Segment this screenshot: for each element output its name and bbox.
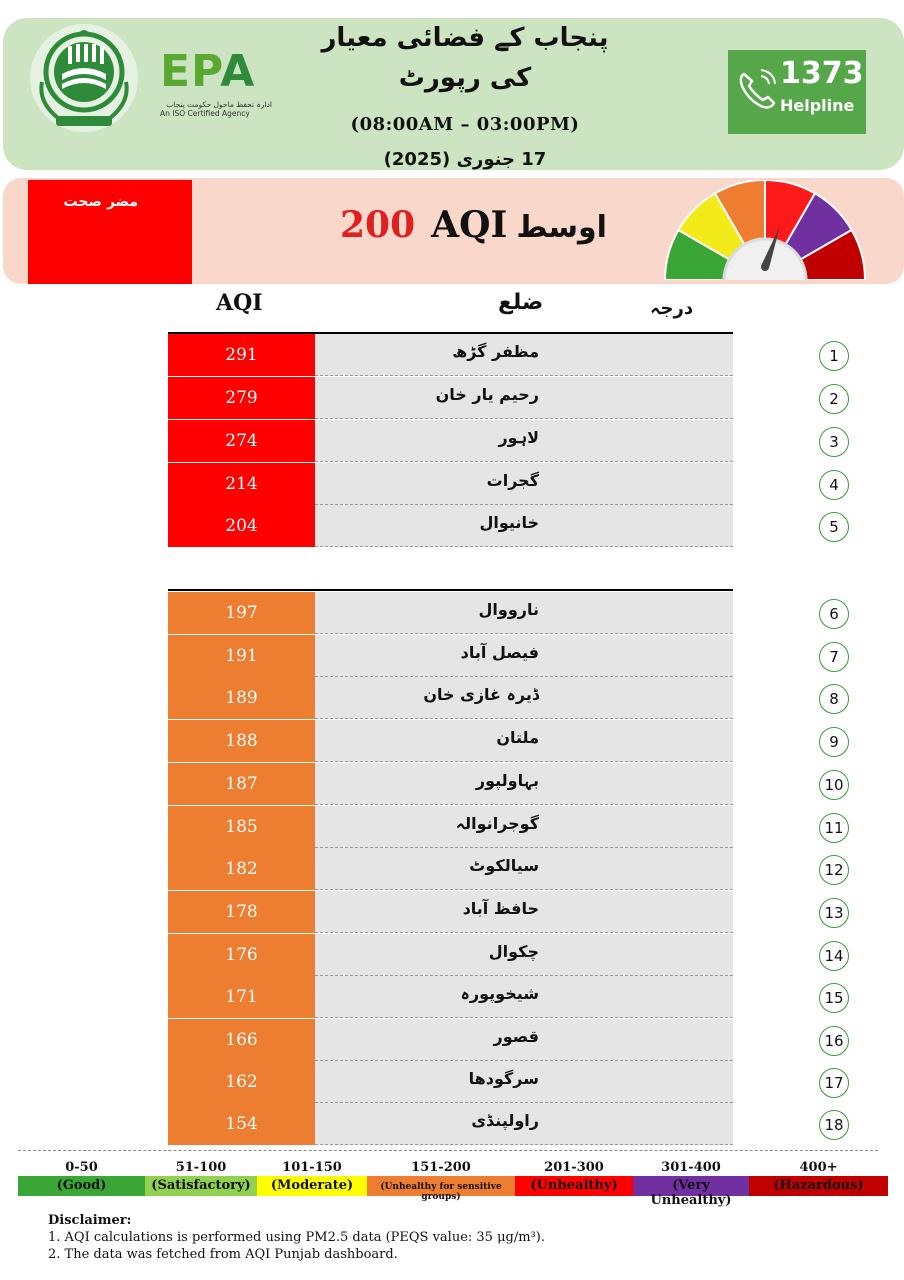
- legend-range: 400+: [799, 1160, 838, 1175]
- aqi-value-cell: 162: [168, 1061, 315, 1103]
- helpline-label: Helpline: [780, 96, 855, 115]
- average-aqi-value: 200: [340, 204, 416, 246]
- aqi-value-cell: 178: [168, 891, 315, 933]
- district-cell: [315, 1103, 844, 1145]
- aqi-value-cell: 166: [168, 1019, 315, 1061]
- rank-badge: 8: [819, 684, 849, 714]
- rank-badge: 18: [819, 1110, 849, 1140]
- legend-range: 151-200: [411, 1160, 471, 1175]
- epa-subtitle-urdu: ادارہ تحفظ ماحول حکومت پنجاب: [166, 100, 272, 109]
- table-row: [168, 1103, 844, 1145]
- rank-badge: 2: [819, 384, 849, 414]
- aqi-value-cell: 171: [168, 976, 315, 1018]
- district-name: شیخوپورہ: [460, 984, 539, 1003]
- disclaimer-line: 1. AQI calculations is performed using PM2.5 data (PEQS value: 35 μg/m³).: [48, 1230, 545, 1245]
- district-name: ملتان: [496, 728, 539, 747]
- table-row: [168, 1019, 844, 1061]
- report-title: پنجاب کے فضائی معیار کی رپورٹ: [321, 23, 609, 93]
- district-name: مظفر گڑھ: [452, 342, 539, 361]
- disclaimer-title: Disclaimer:: [48, 1213, 132, 1228]
- rank-badge: 11: [819, 813, 849, 843]
- district-name: سیالکوٹ: [469, 856, 539, 875]
- district-cell: [315, 763, 844, 805]
- rank-badge: 9: [819, 727, 849, 757]
- district-name: بہاولپور: [475, 771, 539, 790]
- district-name: نارووال: [478, 600, 539, 619]
- legend-category: (Hazardous): [773, 1178, 864, 1193]
- rank-badge: 12: [819, 855, 849, 885]
- rank-badge: 6: [819, 599, 849, 629]
- aqi-gauge-icon: [662, 180, 868, 280]
- district-name: سرگودھا: [468, 1069, 539, 1088]
- legend-category: (Unhealthy for sensitive groups): [380, 1182, 502, 1202]
- rank-badge: 3: [819, 427, 849, 457]
- district-cell: [315, 848, 844, 890]
- legend-range: 51-100: [175, 1160, 227, 1175]
- district-cell: [315, 677, 839, 719]
- legend-range: 201-300: [544, 1160, 604, 1175]
- legend-divider: [18, 1150, 878, 1151]
- legend-category: (Unhealthy): [530, 1178, 618, 1193]
- status-label: مضر صحت: [63, 194, 138, 210]
- rank-badge: 4: [819, 470, 849, 500]
- rank-badge: 14: [819, 941, 849, 971]
- average-label-urdu: اوسط: [516, 210, 607, 245]
- aqi-value-cell: 274: [168, 420, 315, 462]
- table-row: [168, 635, 839, 677]
- rank-badge: 10: [819, 770, 849, 800]
- legend-range: 301-400: [661, 1160, 721, 1175]
- aqi-value-cell: 204: [168, 505, 315, 547]
- aqi-value-cell: 291: [168, 334, 315, 376]
- district-cell: [315, 976, 844, 1018]
- table-row: [168, 420, 839, 462]
- rank-badge: 1: [819, 341, 849, 371]
- table-row: [168, 1061, 844, 1103]
- district-name: فیصل آباد: [460, 643, 539, 662]
- district-cell: [315, 1019, 844, 1061]
- table-row: [168, 934, 844, 976]
- average-aqi-text: [340, 204, 607, 254]
- rank-badge: 15: [819, 983, 849, 1013]
- report-date: 17 جنوری (2025): [383, 149, 547, 170]
- district-name: گوجرانوالہ: [455, 814, 539, 833]
- district-name: قصور: [493, 1027, 539, 1046]
- district-name: لاہور: [498, 428, 539, 447]
- table-row: [168, 592, 839, 634]
- aqi-value-cell: 176: [168, 934, 315, 976]
- district-cell: [315, 505, 839, 547]
- district-cell: [315, 891, 844, 933]
- table-row: [168, 848, 844, 890]
- epa-logo-text-a: A: [220, 46, 256, 97]
- district-cell: [315, 635, 839, 677]
- phone-icon: [734, 66, 780, 112]
- district-name: رحیم یار خان: [435, 385, 539, 404]
- table-row: [168, 891, 844, 933]
- status-box: [28, 180, 192, 284]
- district-cell: [315, 334, 839, 376]
- legend-category: (Moderate): [270, 1178, 354, 1193]
- rank-badge: 16: [819, 1026, 849, 1056]
- punjab-government-seal-icon: [28, 22, 140, 134]
- district-name: خانیوال: [479, 513, 539, 532]
- helpline-number: 1373: [780, 56, 864, 91]
- rank-badge: 13: [819, 898, 849, 928]
- table-row: [168, 463, 839, 505]
- district-name: چکوال: [488, 942, 539, 961]
- table-row: [168, 720, 839, 762]
- report-time-range: (08:00AM – 03:00PM): [350, 114, 580, 135]
- epa-subtitle: An ISO Certified Agency: [160, 109, 250, 118]
- column-header-district: ضلع: [498, 290, 544, 315]
- rank-badge: 7: [819, 642, 849, 672]
- district-name: گجرات: [486, 471, 539, 490]
- table-row: [168, 976, 844, 1018]
- disclaimer: [48, 1212, 545, 1263]
- average-aqi-label: AQI: [431, 204, 508, 246]
- district-cell: [315, 377, 839, 419]
- legend-range: 0-50: [65, 1160, 98, 1175]
- district-cell: [315, 463, 839, 505]
- legend-range: 101-150: [282, 1160, 342, 1175]
- aqi-value-cell: 189: [168, 677, 315, 719]
- aqi-value-cell: 279: [168, 377, 315, 419]
- district-cell: [315, 806, 844, 848]
- column-header-aqi: AQI: [216, 290, 263, 316]
- epa-logo: [160, 46, 272, 118]
- legend-category: (Satisfactory): [151, 1178, 251, 1193]
- aqi-value-cell: 197: [168, 592, 315, 634]
- disclaimer-line: 2. The data was fetched from AQI Punjab dashboard.: [48, 1247, 398, 1262]
- district-name: ڈیرہ غازی خان: [423, 685, 539, 704]
- legend-category: (Very Unhealthy): [650, 1178, 732, 1208]
- aqi-value-cell: 182: [168, 848, 315, 890]
- column-header-rank: درجہ: [650, 298, 694, 319]
- table-row: [168, 677, 839, 719]
- table-row: [168, 505, 839, 547]
- helpline-badge: [728, 50, 866, 134]
- district-name: حافظ آباد: [462, 899, 539, 918]
- aqi-value-cell: 154: [168, 1103, 315, 1145]
- table-row: [168, 334, 839, 376]
- aqi-value-cell: 188: [168, 720, 315, 762]
- report-title-block: [300, 18, 630, 170]
- aqi-value-cell: 185: [168, 806, 315, 848]
- district-name: راولپنڈی: [471, 1111, 539, 1130]
- district-cell: [315, 1061, 844, 1103]
- rank-badge: 17: [819, 1068, 849, 1098]
- district-cell: [315, 934, 844, 976]
- table-row: [168, 763, 844, 805]
- epa-logo-text: EP: [160, 46, 221, 97]
- district-cell: [315, 720, 839, 762]
- legend-category: (Good): [56, 1178, 107, 1193]
- table-row: [168, 806, 844, 848]
- rank-badge: 5: [819, 512, 849, 542]
- table-row: [168, 377, 839, 419]
- aqi-value-cell: 191: [168, 635, 315, 677]
- aqi-value-cell: 187: [168, 763, 315, 805]
- district-cell: [315, 592, 839, 634]
- aqi-value-cell: 214: [168, 463, 315, 505]
- group-divider: [168, 589, 733, 591]
- district-cell: [315, 420, 839, 462]
